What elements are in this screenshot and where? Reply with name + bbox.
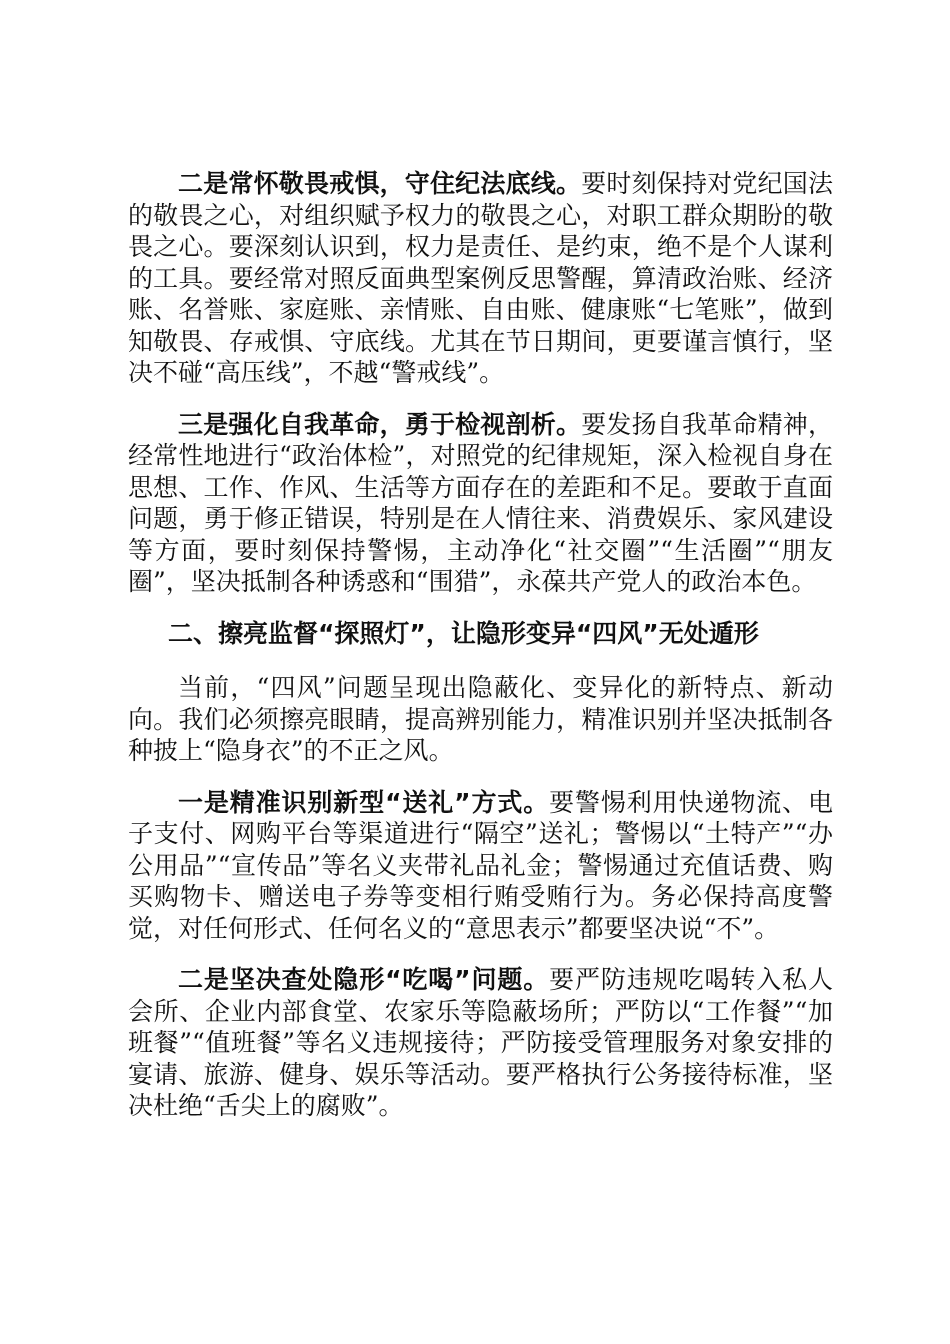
paragraph-text: 要时刻保持对党纪国法的敬畏之心，对组织赋予权力的敬畏之心，对职工群众期盼的敬畏之心。要深刻认识到，权力是责任、是约束，绝不是个人谋利的工具。要经常对照反面典型案例反思警醒，算清政治账、经济账、名誉账、家庭账、亲情账、自由账、健康账“七笔账”，做到知敬畏、存戒惧、守底线。尤其在节日期间，更要谨言慎行，坚决不碰“高压线”，不越“警戒线”。 (128, 169, 833, 387)
paragraph-dining (128, 964, 833, 1122)
document-body (128, 168, 833, 1142)
paragraph-lead: 三是强化自我革命，勇于检视剖析。 (178, 409, 582, 439)
section-heading: 二、擦亮监督“探照灯”，让隐形变异“四风”无处遁形 (168, 618, 759, 648)
paragraph-text: 要严防违规吃喝转入私人会所、企业内部食堂、农家乐等隐蔽场所；严防以“工作餐”“加班餐”“值班餐”等名义违规接待；严防接受管理服务对象安排的宴请、旅游、健身、娱乐等活动。要严格执行公务接待标准，坚决杜绝“舌尖上的腐败”。 (128, 965, 833, 1120)
paragraph-text: 要警惕利用快递物流、电子支付、网购平台等渠道进行“隔空”送礼；警惕以“土特产”“办公用品”“宣传品”等名义夹带礼品礼金；警惕通过充值话费、购买购物卡、赠送电子券等变相行贿受贿行为。务必保持高度警觉，对任何形式、任何名义的“意思表示”都要坚决说“不”。 (128, 787, 833, 943)
paragraph-lead: 二是坚决查处隐形“吃喝”问题。 (178, 965, 550, 994)
paragraph-lead: 二是常怀敬畏戒惧，守住纪法底线。 (178, 169, 582, 198)
paragraph-text: 要发扬自我革命精神，经常性地进行“政治体检”，对照党的纪律规矩，深入检视自身在思想、工作、作风、生活等方面存在的差距和不足。要敢于直面问题，勇于修正错误，特别是在人情往来、消费娱乐、家风建设等方面，要时刻保持警惕，主动净化“社交圈”“生活圈”“朋友圈”，坚决抵制各种诱惑和“围猎”，永葆共产党人的政治本色。 (128, 409, 833, 596)
paragraph-gift-giving (128, 787, 833, 945)
paragraph-current-situation (128, 672, 833, 767)
paragraph-lead: 一是精准识别新型“送礼”方式。 (178, 787, 550, 817)
paragraph-text: 当前，“四风”问题呈现出隐蔽化、变异化的新特点、新动向。我们必须擦亮眼睛，提高辨别能力，精准识别并坚决抵制各种披上“隐身衣”的不正之风。 (128, 673, 833, 765)
paragraph-self-revolution (128, 409, 833, 598)
paragraph-revere-discipline (128, 168, 833, 389)
